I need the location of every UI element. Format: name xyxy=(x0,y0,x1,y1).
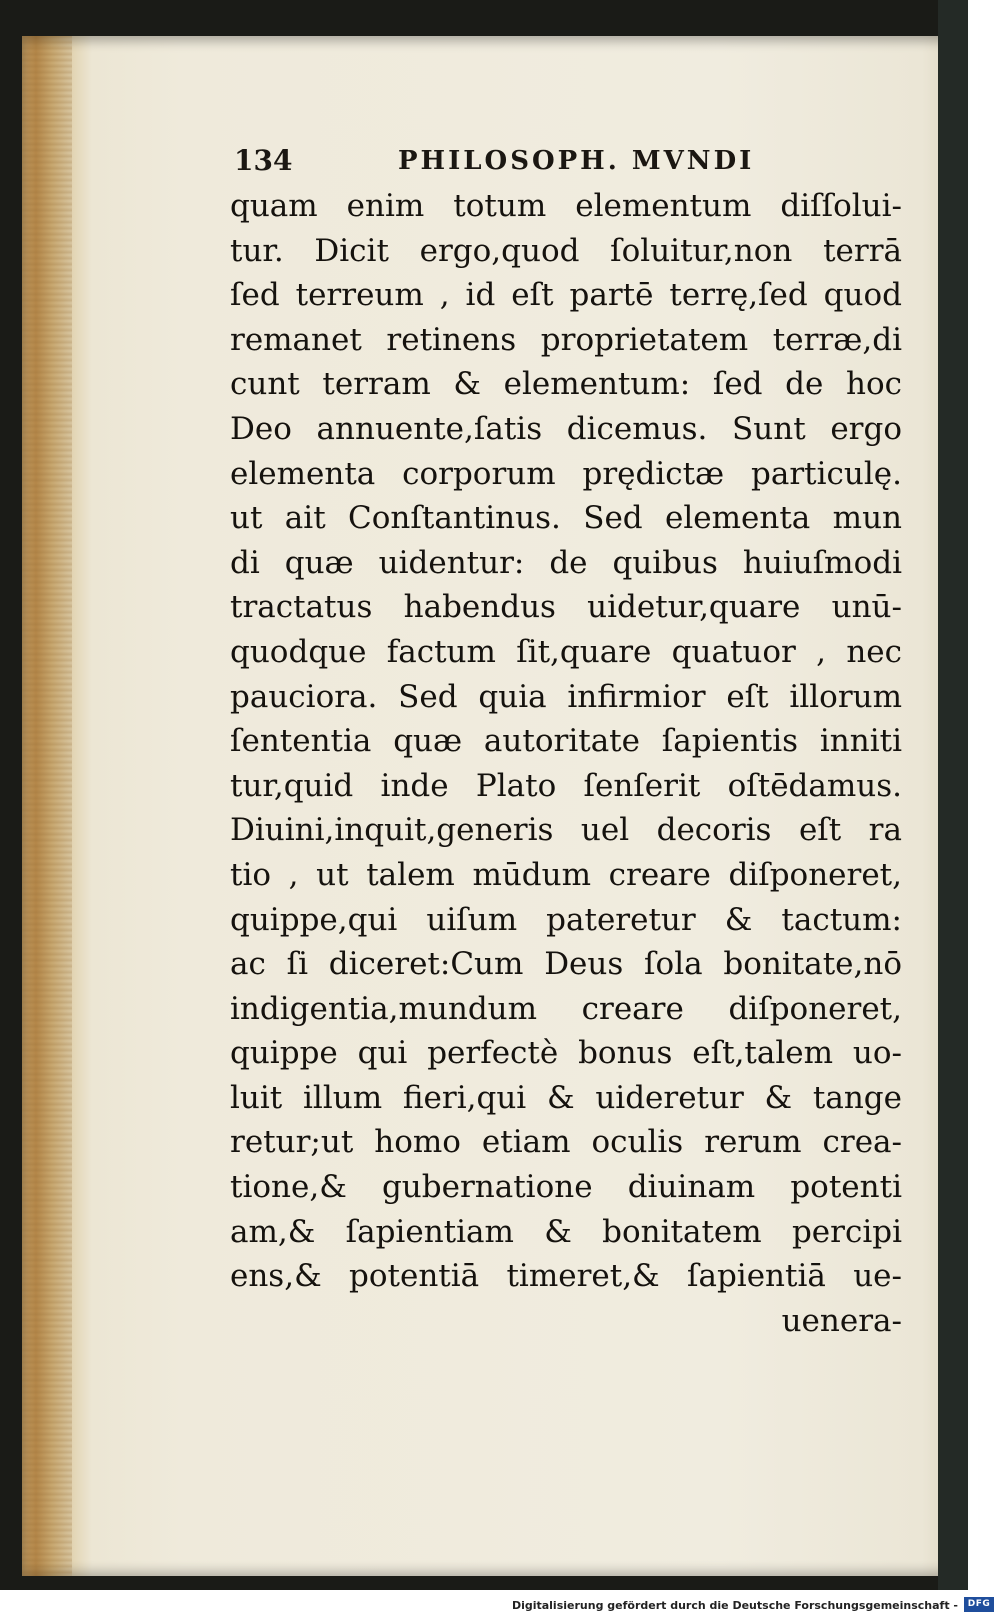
running-head xyxy=(230,138,902,180)
text-line: Deo annuente,ſatis dicemus. Sunt ergo xyxy=(230,410,902,447)
text-line: pauciora. Sed quia infirmior eſt illorum xyxy=(230,678,902,715)
text-line: retur;ut homo etiam oculis rerum crea- xyxy=(230,1124,902,1161)
text-line: tione,& gubernatione diuinam potenti xyxy=(230,1169,902,1206)
text-line: luit illum fieri,qui & uideretur & tange xyxy=(230,1079,902,1116)
footer-bar xyxy=(0,1590,1000,1620)
running-head-title: PHILOSOPH. MVNDI xyxy=(398,146,755,176)
text-block xyxy=(230,138,902,1343)
text-line: am,& ſapientiam & bonitatem percipi xyxy=(230,1213,902,1250)
text-line: quam enim totum elementum diſſolui- xyxy=(230,188,902,224)
text-line: tur,quid inde Plato ſenſerit oſtēdamus. xyxy=(230,767,902,804)
text-line: cunt terram & elementum: ſed de hoc xyxy=(230,366,902,403)
page-number: 134 xyxy=(234,144,293,177)
text-line: ſed terreum , id eſt partē terrę,ſed quod xyxy=(230,277,902,314)
text-line: ens,& potentiā timeret,& ſapientiā ue- xyxy=(230,1258,902,1295)
text-line: ſententia quæ autoritate ſapientis inniti xyxy=(230,723,902,760)
text-line: Diuini,inquit,generis uel decoris eſt ra xyxy=(230,812,902,849)
text-line: quippe qui perfectè bonus eſt,talem uo- xyxy=(230,1035,902,1072)
digitization-note: Digitalisierung gefördert durch die Deutsche Forschungsgemeinschaft - xyxy=(511,1599,958,1612)
text-line: elementa corporum prędictæ particulę. xyxy=(230,455,902,492)
text-line: tur. Dicit ergo,quod ſoluitur,non terrā xyxy=(230,232,902,269)
text-line: quodque factum ſit,quare quatuor , nec xyxy=(230,633,902,670)
binding-edge xyxy=(938,0,968,1590)
text-line: remanet retinens proprietatem terræ,di xyxy=(230,321,902,358)
body-text xyxy=(230,184,902,1343)
page-edge-shading xyxy=(22,36,72,1576)
text-line: ac ſi diceret:Cum Deus ſola bonitate,nō xyxy=(230,946,902,983)
text-line: uenera- xyxy=(781,1302,902,1339)
text-line: indigentia,mundum creare diſponeret, xyxy=(230,990,902,1027)
text-line: di quæ uidentur: de quibus huiuſmodi xyxy=(230,544,902,581)
text-line: tio , ut talem mūdum creare diſponeret, xyxy=(230,856,902,893)
text-line: ut ait Conſtantinus. Sed elementa mun xyxy=(230,500,902,537)
dfg-logo: DFG xyxy=(964,1597,994,1612)
text-line: quippe,qui uiſum pateretur & tactum: xyxy=(230,901,902,938)
text-line: tractatus habendus uidetur,quare unū- xyxy=(230,589,902,626)
